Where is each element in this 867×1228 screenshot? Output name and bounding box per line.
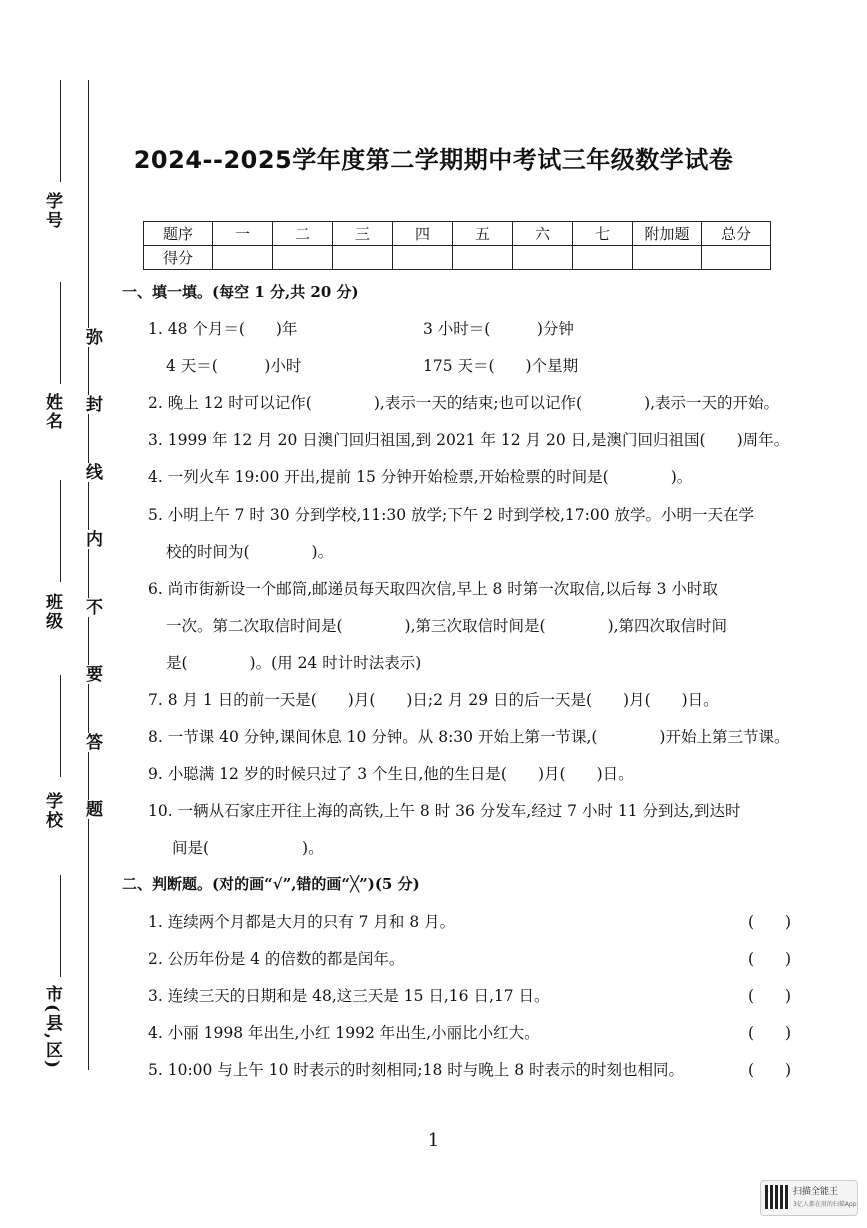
- scanner-watermark: [760, 1180, 858, 1216]
- score-cell[interactable]: [453, 246, 513, 270]
- table-header-cell: 七: [573, 222, 633, 246]
- question-5a: 5. 小明上午 7 时 30 分到学校,11:30 放学;下午 2 时到学校,17:00 放学。小明一天在学: [148, 506, 754, 524]
- question-1c: 4 天＝( )小时: [166, 357, 302, 375]
- scanner-subtitle: 3亿人都在用的扫描App: [793, 1201, 857, 1208]
- judgment-item-1: 1. 连续两个月都是大月的只有 7 月和 8 月。: [148, 913, 456, 931]
- seal-char: 题: [80, 800, 105, 819]
- score-cell[interactable]: [213, 246, 273, 270]
- score-table: [143, 221, 771, 270]
- answer-blank[interactable]: ( ): [748, 1024, 792, 1042]
- question-3: 3. 1999 年 12 月 20 日澳门回归祖国,到 2021 年 12 月 20 日,是澳门回归祖国( )周年。: [148, 431, 790, 449]
- name-label: 姓名: [42, 393, 62, 431]
- table-header-cell: 一: [213, 222, 273, 246]
- binding-line-city: [60, 875, 61, 977]
- score-cell[interactable]: [273, 246, 333, 270]
- score-table-row: [144, 246, 771, 270]
- judgment-item-2: 2. 公历年份是 4 的倍数的都是闰年。: [148, 950, 405, 968]
- city-label: 市(县,区): [42, 985, 62, 1071]
- seal-char: 要: [80, 665, 105, 684]
- question-2: 2. 晚上 12 时可以记作( ),表示一天的结束;也可以记作( ),表示一天的开始。: [148, 394, 780, 412]
- section-2-heading: 二、判断题。(对的画“√”,错的画“╳”)(5 分): [122, 875, 420, 893]
- judgment-item-4: 4. 小丽 1998 年出生,小红 1992 年出生,小丽比小红大。: [148, 1024, 540, 1042]
- question-9: 9. 小聪满 12 岁的时候只过了 3 个生日,他的生日是( )月( )日。: [148, 765, 634, 783]
- binding-line-school: [60, 675, 61, 777]
- score-row-label: 得分: [144, 246, 213, 270]
- scanner-name: 扫描全能王: [793, 1187, 839, 1197]
- question-10a: 10. 一辆从石家庄开往上海的高铁,上午 8 时 36 分发车,经过 7 小时 11 分到达,到达时: [148, 802, 741, 820]
- table-header-cell: 四: [393, 222, 453, 246]
- question-6b: 一次。第二次取信时间是( ),第三次取信时间是( ),第四次取信时间: [166, 617, 728, 635]
- answer-blank[interactable]: ( ): [748, 1061, 792, 1079]
- judgment-item-5: 5. 10:00 与上午 10 时表示的时刻相同;18 时与晚上 8 时表示的时刻也相同。: [148, 1061, 684, 1079]
- page-title: 2024--2025学年度第二学期期中考试三年级数学试卷: [133, 146, 734, 174]
- question-1a: 1. 48 个月＝( )年: [148, 320, 298, 338]
- table-header-cell: 题序: [144, 222, 213, 246]
- section-1-heading: 一、填一填。(每空 1 分,共 20 分): [122, 283, 359, 301]
- question-1b: 3 小时＝( )分钟: [423, 320, 574, 338]
- question-6c: 是( )。(用 24 时计时法表示): [166, 654, 422, 672]
- seal-char: 不: [80, 598, 105, 617]
- seal-char: 弥: [80, 328, 105, 347]
- qr-code-icon: [765, 1185, 789, 1209]
- binding-line-name: [60, 282, 61, 384]
- question-1d: 175 天＝( )个星期: [423, 357, 579, 375]
- question-7: 7. 8 月 1 日的前一天是( )月( )日;2 月 29 日的后一天是( )月( )日。: [148, 691, 719, 709]
- answer-blank[interactable]: ( ): [748, 913, 792, 931]
- seal-char: 内: [80, 530, 105, 549]
- table-header-cell: 总分: [702, 222, 771, 246]
- score-cell[interactable]: [333, 246, 393, 270]
- score-cell[interactable]: [393, 246, 453, 270]
- class-label: 班级: [42, 593, 62, 631]
- table-header-cell: 六: [513, 222, 573, 246]
- score-table-header-row: [144, 222, 771, 246]
- question-10b: 间是( )。: [172, 839, 324, 857]
- seal-line: [88, 80, 89, 1070]
- score-cell[interactable]: [573, 246, 633, 270]
- question-5b: 校的时间为( )。: [166, 543, 334, 561]
- student-id-label: 学号: [42, 192, 62, 230]
- score-cell[interactable]: [633, 246, 702, 270]
- question-8: 8. 一节课 40 分钟,课间休息 10 分钟。从 8:30 开始上第一节课,( )开始上第三节课。: [148, 728, 790, 746]
- score-cell[interactable]: [702, 246, 771, 270]
- score-cell[interactable]: [513, 246, 573, 270]
- page-number: 1: [427, 1130, 440, 1151]
- table-header-cell: 五: [453, 222, 513, 246]
- answer-blank[interactable]: ( ): [748, 950, 792, 968]
- seal-char: 封: [80, 395, 105, 414]
- table-header-cell: 二: [273, 222, 333, 246]
- table-header-cell: 附加题: [633, 222, 702, 246]
- question-4: 4. 一列火车 19:00 开出,提前 15 分钟开始检票,开始检票的时间是( )。: [148, 468, 693, 486]
- judgment-item-3: 3. 连续三天的日期和是 48,这三天是 15 日,16 日,17 日。: [148, 987, 550, 1005]
- table-header-cell: 三: [333, 222, 393, 246]
- question-6a: 6. 尚市街新设一个邮筒,邮递员每天取四次信,早上 8 时第一次取信,以后每 3 小时取: [148, 580, 718, 598]
- seal-char: 答: [80, 733, 105, 752]
- answer-blank[interactable]: ( ): [748, 987, 792, 1005]
- school-label: 学校: [42, 792, 62, 830]
- seal-char: 线: [80, 463, 105, 482]
- binding-line-class: [60, 480, 61, 582]
